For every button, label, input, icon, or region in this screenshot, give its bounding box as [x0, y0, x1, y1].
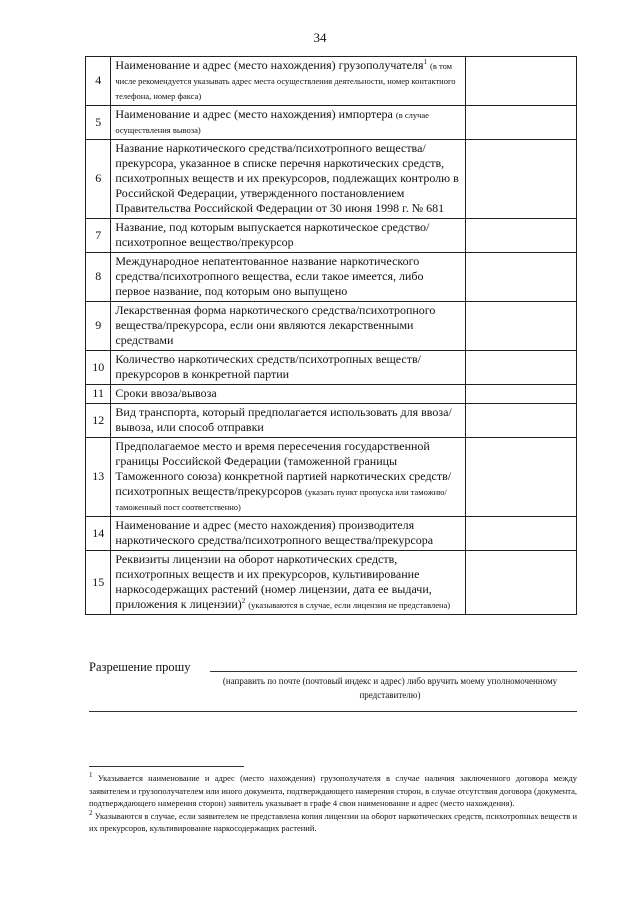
- row-label: Лекарственная форма наркотического средства/психотропного вещества/прекурсора, если они являются лекарственными средствами: [111, 302, 466, 351]
- table-row: [86, 57, 577, 106]
- value-cell[interactable]: [466, 219, 577, 253]
- row-label: Вид транспорта, который предполагается использовать для ввоза/вывоза, или способ отправки: [111, 404, 466, 438]
- value-cell[interactable]: [466, 517, 577, 551]
- row-label: Реквизиты лицензии на оборот наркотических средств, психотропных веществ и их прекурсоров, культивирование наркосодержащих растений (номер лицензии, дата ее выдачи, приложения к лицензии)$^2$ (указываются в случае, если лицензия не представлена): [111, 551, 466, 615]
- request-label: Разрешение прошу: [89, 660, 191, 674]
- value-cell[interactable]: [466, 57, 577, 106]
- value-cell[interactable]: [466, 106, 577, 140]
- row-number: 4: [86, 57, 111, 106]
- row-label: Название, под которым выпускается наркотическое средство/психотропное вещество/прекурсор: [111, 219, 466, 253]
- page-number: 34: [313, 30, 327, 45]
- request-hint: (направить по почте (почтовый индекс и адрес) либо вручить моему уполномоченному представителю): [222, 676, 558, 700]
- row-note: (в том числе рекомендуется указывать адрес места осуществления деятельности, номер контактного телефона, номер факса): [115, 61, 456, 101]
- value-cell[interactable]: [466, 140, 577, 219]
- table-row: [86, 404, 577, 438]
- request-second-line[interactable]: [89, 711, 577, 712]
- request-line[interactable]: [210, 671, 577, 672]
- row-number: 8: [86, 253, 111, 302]
- row-number: 9: [86, 302, 111, 351]
- footnote-1: $^1$ Указывается наименование и адрес (место нахождения) грузополучателя в случае наличия заключенного договора между заявителем и грузополучателем или иного документа, подтверждающего намерения сторон, в случае отсутствия договора (документа, подтверждающего намерения сторон) заявитель указывает в графе 4 свои наименование и адрес (место нахождения).: [89, 771, 577, 808]
- row-note: (в случае осуществления вывоза): [115, 110, 429, 135]
- row-note: (указать пункт пропуска или таможню/таможенный пост соответственно): [115, 487, 447, 512]
- row-number: 6: [86, 140, 111, 219]
- row-number: 12: [86, 404, 111, 438]
- table-row: [86, 385, 577, 404]
- row-label: Наименование и адрес (место нахождения) грузополучателя$^1$ (в том числе рекомендуется указывать адрес места осуществления деятельности, номер контактного телефона, номер факса): [111, 57, 466, 106]
- value-cell[interactable]: [466, 351, 577, 385]
- value-cell[interactable]: [466, 385, 577, 404]
- value-cell[interactable]: [466, 253, 577, 302]
- row-note: (указываются в случае, если лицензия не представлена): [248, 600, 451, 610]
- value-cell[interactable]: [466, 551, 577, 615]
- row-label: Наименование и адрес (место нахождения) производителя наркотического средства/психотропного вещества/прекурсора: [111, 517, 466, 551]
- footnotes: [89, 772, 577, 835]
- row-number: 10: [86, 351, 111, 385]
- row-number: 11: [86, 385, 111, 404]
- row-label: Название наркотического средства/психотропного вещества/прекурсора, указанное в списке перечня наркотических средств, психотропных веществ и их прекурсоров, подлежащих контролю в Российской Федерации, утвержденного постановлением Правительства Российской Федерации от 30 июня 1998 г. № 681: [111, 140, 466, 219]
- table-row: [86, 140, 577, 219]
- row-number: 15: [86, 551, 111, 615]
- row-number: 7: [86, 219, 111, 253]
- table-row: [86, 253, 577, 302]
- footnote-2: $^2$ Указываются в случае, если заявителем не представлена копия лицензии на оборот наркотических средств, психотропных веществ и их прекурсоров, культивирование наркосодержащих растений.: [89, 808, 578, 833]
- row-number: 13: [86, 438, 111, 517]
- row-label: Количество наркотических средств/психотропных веществ/прекурсоров в конкретной партии: [111, 351, 466, 385]
- table-row: [86, 438, 577, 517]
- table-row: [86, 517, 577, 551]
- row-label: Международное непатентованное название наркотического средства/психотропного вещества, если такое имеется, либо первое название, под которым оно выпущено: [111, 253, 466, 302]
- value-cell[interactable]: [466, 404, 577, 438]
- row-label: Сроки ввоза/вывоза: [111, 385, 466, 404]
- row-label: Предполагаемое место и время пересечения государственной границы Российской Федерации (таможенной границы Таможенного союза) конкретной партией наркотических средств/психотропных веществ/прекурсоров (указать пункт пропуска или таможню/таможенный пост соответственно): [111, 438, 466, 517]
- table-row: [86, 351, 577, 385]
- table-row: [86, 106, 577, 140]
- footnote-separator: [89, 766, 244, 767]
- value-cell[interactable]: [466, 302, 577, 351]
- value-cell[interactable]: [466, 438, 577, 517]
- table-row: [86, 302, 577, 351]
- row-label: Наименование и адрес (место нахождения) импортера (в случае осуществления вывоза): [111, 106, 466, 140]
- table-row: [86, 551, 577, 615]
- application-form-table: [85, 56, 577, 615]
- row-number: 14: [86, 517, 111, 551]
- row-number: 5: [86, 106, 111, 140]
- table-row: [86, 219, 577, 253]
